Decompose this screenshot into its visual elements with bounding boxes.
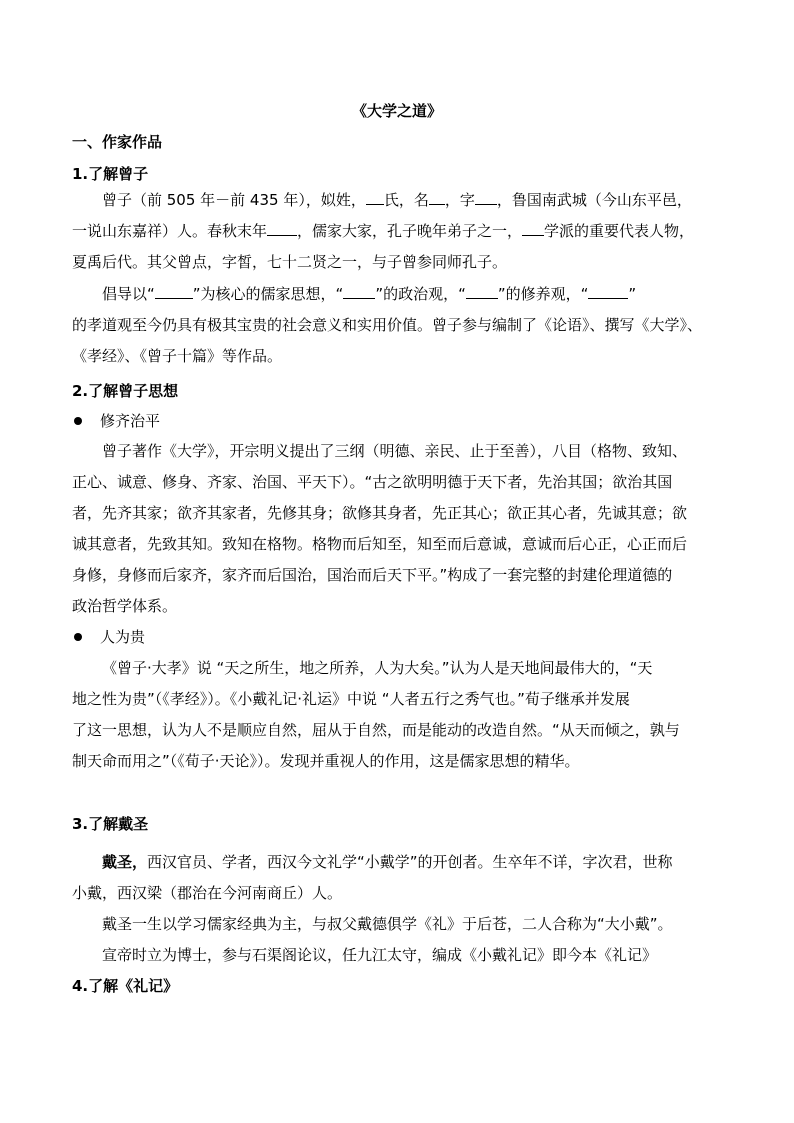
text-segment: ，鲁国南武城（今山东平邑， [496,191,692,209]
text-segment: ”的修养观，“ [497,285,589,303]
bullet-item [74,411,160,431]
paragraph-line: 曾子著作《大学》，开宗明义提出了三纲（明德、亲民、止于至善），八目（格物、致知、 [102,442,688,460]
text-segment: 氏，名 [383,191,429,209]
bullet-dot-icon [74,417,82,425]
paragraph-line [102,852,673,872]
subsection-heading-zengzi: 1.了解曾子 [72,165,149,183]
paragraph-line [102,284,636,304]
text-segment: 学派的重要代表人物， [544,222,695,240]
paragraph-line: 《孝经》、《曾子十篇》等作品。 [72,347,283,365]
text-segment: ”为核心的儒家思想，“ [192,285,344,303]
paragraph-line: 身修，身修而后家齐，家齐而后国治，国治而后天下平。”构成了一套完整的封建伦理道德的 [72,566,673,584]
text-segment: 倡导以“ [102,285,155,303]
text-segment: ，儒家大家，孔子晚年弟子之一， [297,222,523,240]
fill-blank [343,284,375,299]
subsection-heading-daisheng: 3.了解戴圣 [72,815,149,833]
bullet-item [74,627,145,647]
subsection-heading-liji: 4.了解《礼记》 [72,977,179,995]
paragraph-line: 者，先齐其家；欲齐其家者，先修其身；欲修其身者，先正其心；欲正其心者，先诚其意；欲 [72,504,688,522]
paragraph-line: 戴圣一生以学习儒家经典为主，与叔父戴德俱学《礼》于后苍，二人合称为“大小戴”。 [102,915,673,933]
fill-blank [466,284,498,299]
paragraph-line: 宣帝时立为博士，参与石渠阁论议，任九江太守，编成《小戴礼记》即今本《礼记》 [102,946,658,964]
fill-blank [366,190,384,205]
paragraph-line: 制天命而用之”（《荀子·天论》）。发现并重视人的作用，这是儒家思想的精华。 [72,752,580,770]
text-segment: 一说山东嘉祥）人。春秋末年 [72,222,268,240]
paragraph-line: 地之性为贵”（《孝经》）。《小戴礼记·礼运》中说 “人者五行之秀气也。”荀子继承并发展 [72,690,630,708]
text-segment: 西汉官员、学者，西汉今文礼学“小戴学”的开创者。生卒年不详，字次君，世称 [147,853,673,871]
paragraph-line [72,221,694,241]
fill-blank [429,190,445,205]
bullet-label: 人为贵 [100,628,146,646]
section-heading: 一、作家作品 [72,133,163,151]
text-segment: ” [628,285,637,303]
paragraph-line: 的孝道观至今仍具有极其宝贵的社会意义和实用价值。曾子参与编制了《论语》、撰写《大学》、 [72,316,703,334]
paragraph-line: 夏禹后代。其父曾点，字皙，七十二贤之一，与子曾参同师孔子。 [72,253,508,271]
fill-blank [267,221,297,236]
bullet-dot-icon [74,633,82,641]
fill-blank [155,284,193,299]
paragraph-line: 小戴，西汉梁（郡治在今河南商丘）人。 [72,884,343,902]
paragraph-line: 诚其意者，先致其知。致知在格物。格物而后知至，知至而后意诚，意诚而后心正，心正而后 [72,535,688,553]
subsection-heading-thought: 2.了解曾子思想 [72,382,179,400]
fill-blank [475,190,497,205]
bold-name: 戴圣， [102,853,148,871]
paragraph-line [102,190,692,210]
paragraph-line: 正心、诚意、修身、齐家、治国、平天下）。“古之欲明明德于天下者，先治其国；欲治其国 [72,473,673,491]
paragraph-line: 《曾子·大孝》说 “天之所生，地之所养，人为大矣。”认为人是天地间最伟大的，“天 [102,659,653,677]
bullet-label: 修齐治平 [100,412,161,430]
paragraph-line: 政治哲学体系。 [72,597,178,615]
text-segment: ”的政治观，“ [375,285,466,303]
text-segment: ，字 [444,191,475,209]
paragraph-line: 了这一思想，认为人不是顺应自然，屈从于自然，而是能动的改造自然。“从天而倾之，孰与 [72,721,680,739]
document-title: 《大学之道》 [351,102,442,120]
fill-blank [522,221,544,236]
text-segment: 曾子（前 505 年－前 435 年），姒姓， [102,191,366,209]
fill-blank [588,284,628,299]
